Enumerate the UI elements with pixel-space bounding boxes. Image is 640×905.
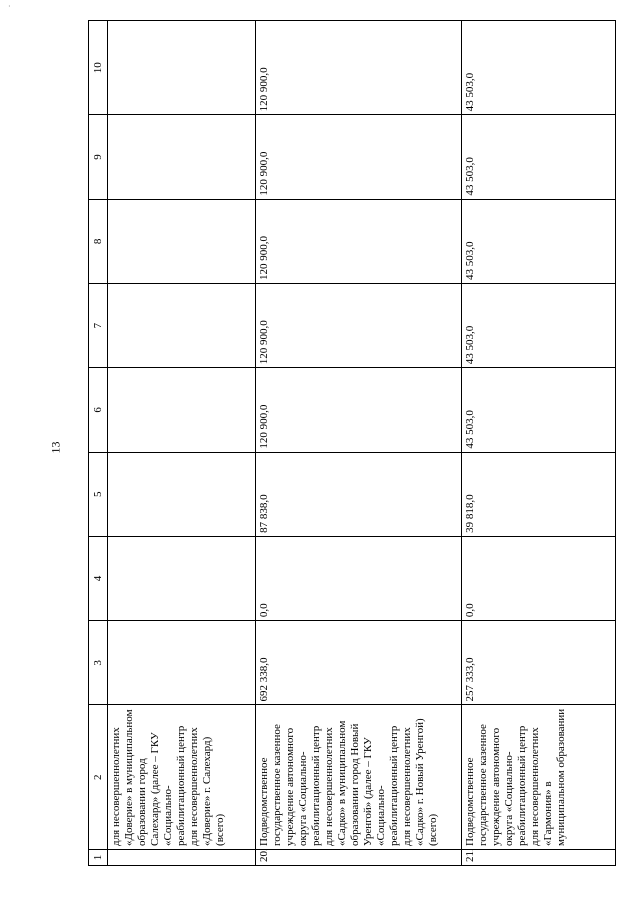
value-cell: 0,0: [462, 536, 616, 620]
value-cell: [108, 452, 256, 536]
header-cell: 4: [89, 536, 108, 620]
value-cell: 43 503,0: [462, 21, 616, 115]
header-cell: 9: [89, 115, 108, 199]
institution-name: для несовершеннолетних «Доверие» в муниципальном образовании город Салехард» (далее – ГКУ «Социально-реабилитационный центр для несовершеннолетних «Доверие» г. Салехард) (всего): [108, 705, 256, 850]
value-cell: 692 338,0: [256, 621, 462, 705]
header-cell: 2: [89, 705, 108, 850]
value-cell: [108, 368, 256, 452]
value-cell: 120 900,0: [256, 21, 462, 115]
value-cell: [108, 621, 256, 705]
institution-name: Подведомственное государственное казенное учреждение автономного округа «Социально-реабилитационный центр для несовершеннолетних «Садко» в муниципальном образовании город Новый Уренгой» (далее – ГКУ «Социально-реабилитационный центр для несовершеннолетних «Садко» г. Новый Уренгой) (всего): [256, 705, 462, 850]
value-cell: 39 818,0: [462, 452, 616, 536]
header-cell: 8: [89, 199, 108, 283]
header-cell: 3: [89, 621, 108, 705]
value-cell: [108, 115, 256, 199]
funding-table: [88, 20, 616, 866]
value-cell: 0,0: [256, 536, 462, 620]
page-number: 13: [48, 441, 63, 454]
table-row: [462, 21, 616, 866]
header-cell: 10: [89, 21, 108, 115]
header-cell: 5: [89, 452, 108, 536]
value-cell: 43 503,0: [462, 368, 616, 452]
value-cell: [108, 199, 256, 283]
value-cell: [108, 21, 256, 115]
row-number: 21.: [462, 849, 616, 865]
row-number: [108, 849, 256, 865]
header-row: [89, 21, 108, 866]
value-cell: 257 333,0: [462, 621, 616, 705]
header-cell: 1: [89, 849, 108, 865]
value-cell: [108, 283, 256, 367]
value-cell: 120 900,0: [256, 368, 462, 452]
value-cell: [108, 536, 256, 620]
value-cell: 87 838,0: [256, 452, 462, 536]
value-cell: 120 900,0: [256, 283, 462, 367]
row-number: 20.: [256, 849, 462, 865]
value-cell: 43 503,0: [462, 115, 616, 199]
value-cell: 43 503,0: [462, 283, 616, 367]
value-cell: 43 503,0: [462, 199, 616, 283]
table-row: [256, 21, 462, 866]
header-cell: 7: [89, 283, 108, 367]
corner-mark: ·: [8, 2, 11, 11]
value-cell: 120 900,0: [256, 115, 462, 199]
rotated-table-container: [88, 20, 615, 866]
table-row: [108, 21, 256, 866]
institution-name: Подведомственное государственное казенное учреждение автономного округа «Социально-реабилитационный центр для несовершеннолетних «Гармония» в муниципальном образовании: [462, 705, 616, 850]
header-cell: 6: [89, 368, 108, 452]
value-cell: 120 900,0: [256, 199, 462, 283]
